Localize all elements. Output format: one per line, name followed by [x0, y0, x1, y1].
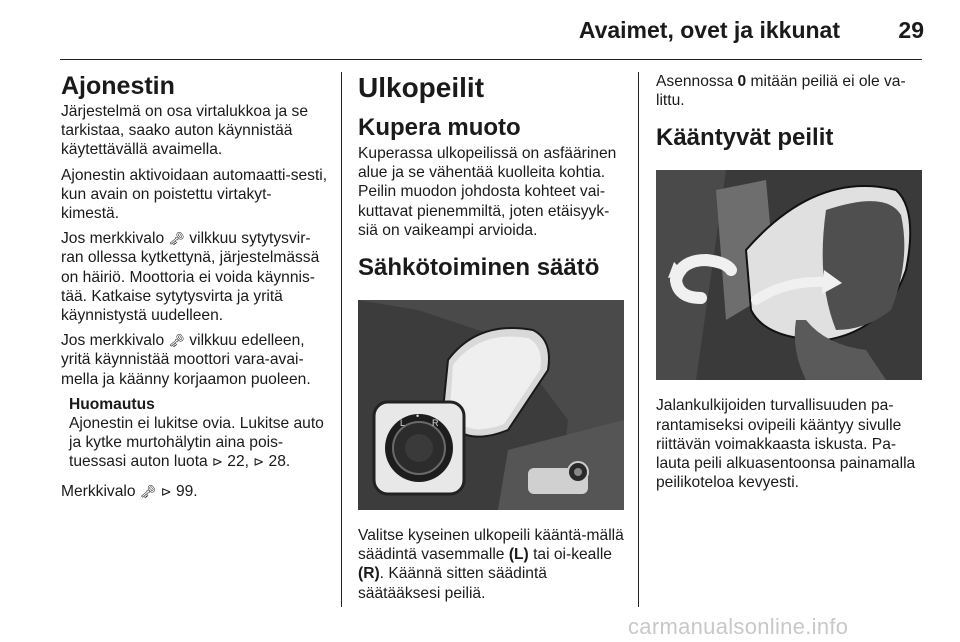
paragraph: Ajonestin aktivoidaan automaatti-sesti, kun avain on poistettu virtakyt-kimestä. — [61, 166, 328, 223]
column-divider-2 — [638, 72, 639, 607]
text: Asennossa — [656, 73, 738, 90]
text: 28. — [264, 453, 291, 471]
text-bold: 0 — [737, 73, 747, 90]
text: 22, — [222, 453, 254, 471]
paragraph — [61, 229, 329, 325]
note-title: Huomautus — [69, 395, 155, 413]
text: Merkkivalo — [61, 482, 140, 500]
fig-label-right: R — [432, 418, 439, 429]
page-ref-arrow-icon[interactable]: ⊳ — [160, 483, 172, 499]
text-bold: (R) — [358, 565, 380, 583]
column-immobilizer — [61, 72, 329, 507]
paragraph — [61, 331, 329, 389]
column-folding-mirrors — [656, 72, 922, 498]
mirror-adjust-figure — [358, 300, 624, 510]
paragraph: Kuperassa ulkopeilissä on asfäärinen alue ja se vähentää kuolleita kohtia. Peilin muodon johdosta kohteet vai-kuttavat pienemmiltä, joten etäisyyk-siä on vaikeampi arvioida. — [358, 145, 617, 239]
sub-heading: Kääntyvät peilit — [656, 124, 834, 152]
text-bold: (L) — [508, 546, 529, 564]
paragraph: Jalankulkijoiden turvallisuuden pa-rantamiseksi ovipeili kääntyy sivulle riittävän voimakkaasta iskusta. Pa-lauta peili alkuasentoonsa painamalla peilikoteloa kevyesti. — [656, 397, 916, 492]
column-divider-1 — [341, 72, 342, 607]
note-box — [61, 395, 329, 472]
folding-mirror-illustration — [656, 170, 922, 380]
text: Valitse kyseinen ulkopeili kääntä-mällä säädintä vasemmalle — [358, 527, 624, 564]
text: mitään peiliä ei ole va-littu. — [656, 73, 906, 110]
page-ref-arrow-icon[interactable]: ⊳ — [212, 454, 223, 470]
svg-text:•: • — [416, 411, 420, 422]
text: Jos merkkivalo — [61, 332, 169, 350]
section-heading: Ajonestin — [61, 72, 175, 100]
text: Ajonestin ei lukitse ovia. Lukitse auto ja kytke murtohälytin aina pois-tuessasi auton luota — [69, 415, 324, 471]
text: vilkkuu sytytysvir-ran ollessa kytkettynä, järjestelmässä on häiriö. Moottoria ei voida käynnis-tää. Katkaise sytytysvirta ja yritä käynnistystä uudelleen. — [61, 230, 320, 325]
page-number: 29 — [898, 17, 924, 43]
sub-heading: Sähkötoiminen säätö — [358, 254, 600, 282]
text: 99. — [171, 482, 198, 500]
paragraph: Järjestelmä on osa virtalukkoa ja se tarkistaa, saako auton käynnistää käytettävällä avaimella. — [61, 103, 309, 159]
paragraph — [656, 72, 922, 110]
sub-heading: Kupera muoto — [358, 114, 521, 141]
header-rule — [60, 59, 922, 60]
page-ref-arrow-icon[interactable]: ⊳ — [253, 454, 265, 470]
paragraph — [61, 482, 329, 501]
section-heading: Ulkopeilit — [358, 72, 485, 103]
fig-label-left: L — [400, 418, 406, 429]
text: . Käännä sitten säädintä säätääksesi peiliä. — [358, 565, 547, 602]
text: vilkkuu edelleen, yritä käynnistää moottori vara-avai-mella ja käänny korjaamon puoleen. — [61, 332, 311, 388]
key-lamp-icon: 🗝︎ — [168, 333, 185, 349]
note-text — [69, 414, 329, 472]
watermark: carmanualsonline.info — [628, 614, 849, 639]
key-lamp-icon: 🗝︎ — [139, 483, 157, 499]
page-header-title: Avaimet, ovet ja ikkunat — [578, 17, 840, 43]
mirror-adjust-illustration — [358, 300, 624, 510]
text: Jos merkkivalo — [61, 230, 169, 248]
folding-mirror-figure — [656, 170, 922, 380]
column-mirrors — [358, 72, 624, 609]
text: tai oi-kealle — [528, 546, 612, 564]
paragraph — [358, 526, 624, 603]
key-lamp-icon: 🗝︎ — [168, 231, 185, 247]
